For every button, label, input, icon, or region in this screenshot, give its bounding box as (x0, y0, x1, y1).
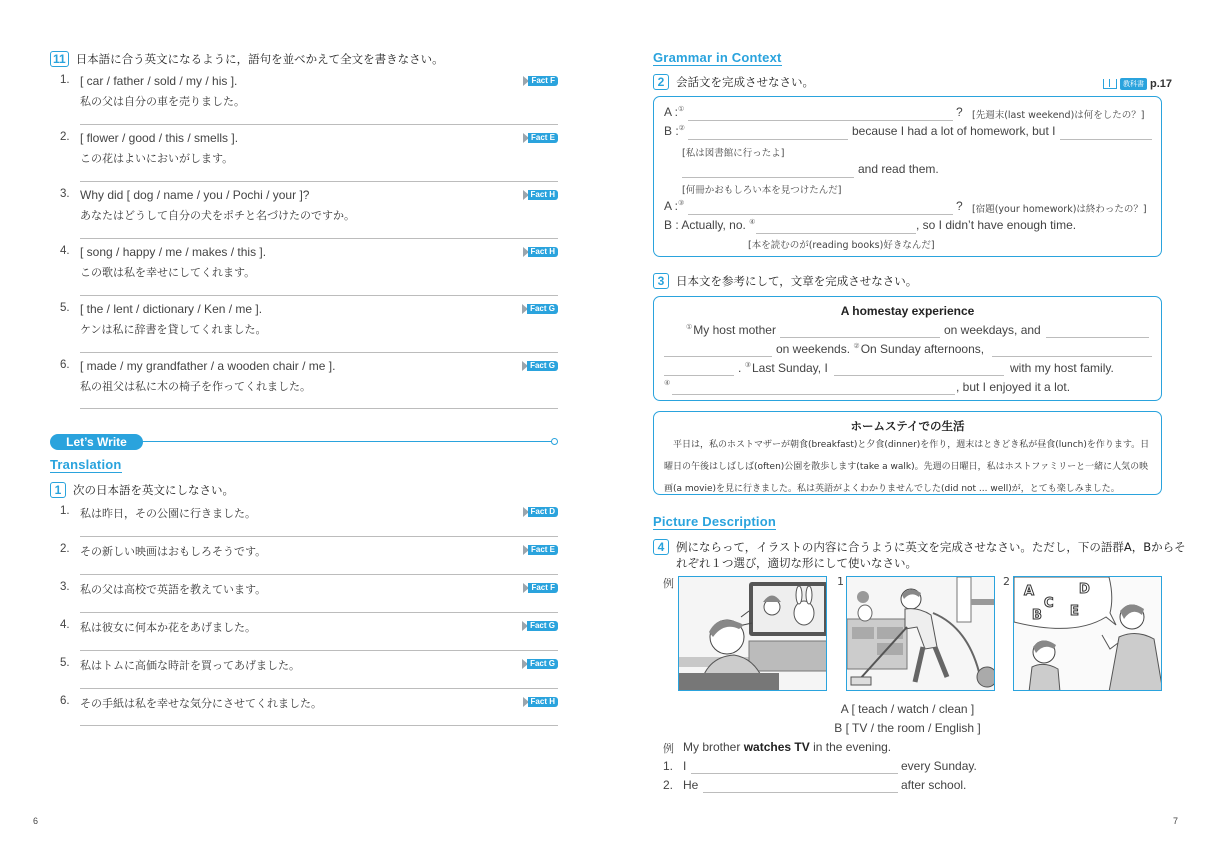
paragraph-line-1: ①My host mother (686, 323, 776, 337)
item-number: 2. (60, 543, 70, 555)
answer-line[interactable] (80, 536, 558, 537)
answer-line[interactable] (80, 238, 558, 239)
speaker-b: B :② (664, 124, 685, 138)
question-number-badge: 1 (50, 482, 66, 498)
hint-text: [本を読むのが(reading books)好きなんだ] (748, 240, 935, 251)
item-subject: He (683, 778, 699, 792)
item-number: 4. (60, 619, 70, 631)
banner-endcap-icon (551, 438, 558, 445)
item-number: 1. (60, 74, 70, 86)
answer-line[interactable] (80, 295, 558, 296)
speaker-a: A :① (664, 105, 685, 119)
item-number: 1. (663, 759, 674, 773)
paragraph-text: , but I enjoyed it a lot. (956, 380, 1071, 394)
choice-list-b: B [ TV / the room / English ] (834, 721, 981, 735)
answer-line[interactable] (80, 725, 558, 726)
vacuum-scene-icon (847, 577, 995, 691)
reorder-item-4 (60, 245, 558, 297)
answer-blank-4[interactable] (756, 233, 916, 234)
dialogue-box (653, 96, 1162, 257)
question-2-header (653, 74, 814, 90)
dialogue-text: because I had a lot of homework, but I (852, 124, 1056, 138)
item-ending: every Sunday. (901, 759, 977, 773)
lets-write-label: Let’s Write (50, 434, 143, 450)
word-bank: [ song / happy / me / makes / this ]. (80, 245, 267, 259)
answer-line[interactable] (80, 574, 558, 575)
japanese-prompt: 私の祖父は私に木の椅子を作ってくれました。 (80, 380, 311, 393)
svg-text:D: D (1079, 582, 1090, 597)
answer-blank-1[interactable] (688, 120, 953, 121)
fact-reference-badge[interactable]: Fact H (523, 697, 558, 707)
translation-item-2 (60, 543, 558, 577)
fact-reference-badge[interactable]: Fact F (523, 76, 558, 86)
svg-text:E: E (1070, 604, 1079, 619)
paragraph-line-2: on weekends. ②On Sunday afternoons, (776, 342, 985, 356)
japanese-prompt: その手紙は私を幸せな気分にさせてくれました。 (80, 697, 322, 710)
illustration-watching-tv (678, 576, 827, 691)
page-number: 6 (33, 816, 39, 826)
illustration-vacuuming (846, 576, 995, 691)
dialogue-text: and read them. (858, 162, 939, 176)
book-icon (1103, 79, 1117, 89)
item-number: 1. (60, 505, 70, 517)
item-number: 6. (60, 359, 70, 371)
fact-reference-badge[interactable]: Fact H (523, 247, 558, 257)
paragraph-line-4: ④ (664, 380, 671, 387)
answer-blank-picture-1[interactable] (691, 773, 898, 774)
word-bank: [ made / my grandfather / a wooden chair / me ]. (80, 359, 336, 373)
question-instruction: れぞれ１つ選び，適切な形にして使いなさい。 (676, 556, 918, 570)
word-bank: [ car / father / sold / my / his ]. (80, 74, 238, 88)
fact-reference-badge[interactable]: Fact G (522, 621, 558, 631)
svg-text:B: B (1032, 608, 1042, 623)
example-label: 例 (663, 743, 674, 755)
fact-reference-badge[interactable]: Fact H (523, 190, 558, 200)
answer-blank-2b[interactable] (1060, 139, 1152, 140)
question-instruction: 日本語に合う英文になるように，語句を並べかえて全文を書きなさい。 (75, 52, 444, 66)
fact-reference-badge[interactable]: Fact E (523, 133, 558, 143)
item-number: 4. (60, 245, 70, 257)
answer-blank-picture-2[interactable] (703, 792, 898, 793)
question-1-header (50, 482, 234, 498)
answer-line[interactable] (80, 612, 558, 613)
reorder-item-6 (60, 359, 558, 411)
answer-blank-2b[interactable] (664, 375, 734, 376)
answer-blank-2c[interactable] (682, 177, 854, 178)
translation-item-3 (60, 581, 558, 615)
lets-write-banner (50, 434, 558, 450)
picture-label: 1 (837, 575, 844, 588)
answer-line[interactable] (80, 408, 558, 409)
translation-item-6 (60, 695, 558, 729)
section-title-picture: Picture Description (653, 514, 776, 529)
translation-item-1 (60, 505, 558, 539)
fact-reference-badge[interactable]: Fact G (522, 304, 558, 314)
japanese-prompt: この歌は私を幸せにしてくれます。 (80, 266, 256, 279)
reorder-item-1 (60, 74, 558, 126)
answer-line[interactable] (80, 181, 558, 182)
fact-reference-badge[interactable]: Fact D (523, 507, 558, 517)
answer-blank-1c[interactable] (664, 356, 772, 357)
answer-line[interactable] (80, 688, 558, 689)
answer-line[interactable] (80, 124, 558, 125)
question-number-badge: 2 (653, 74, 669, 90)
section-title-grammar: Grammar in Context (653, 50, 782, 65)
japanese-prompt: 私の父は自分の車を売りました。 (80, 95, 245, 108)
word-bank: Why did [ dog / name / you / Pochi / your ]? (80, 188, 310, 202)
japanese-prompt: 私の父は高校で英語を教えています。 (80, 583, 267, 596)
fact-reference-badge[interactable]: Fact F (523, 583, 558, 593)
translation-item-5 (60, 657, 558, 691)
box-title: A homestay experience (840, 304, 975, 318)
question-mark: ? (956, 199, 963, 213)
japanese-prompt: この花はよいにおいがします。 (80, 152, 234, 165)
answer-blank-2a[interactable] (992, 356, 1152, 357)
reorder-item-3 (60, 188, 558, 240)
item-ending: after school. (901, 778, 967, 792)
hint-text: [宿題(your homework)は終わったの？] (972, 204, 1147, 215)
word-group-a (653, 702, 1162, 722)
hint-text: [先週末(last weekend)は何をしたの？] (972, 110, 1145, 121)
fact-reference-badge[interactable]: Fact G (522, 659, 558, 669)
section-title-translation: Translation (50, 457, 122, 472)
page-number: 7 (1173, 816, 1179, 826)
question-instruction: 日本文を参考にして，文章を完成させなさい。 (676, 274, 918, 288)
japanese-prompt: 私は彼女に何本か花をあげました。 (80, 621, 256, 634)
question-3-header (653, 273, 917, 289)
illustration-teaching-english (1013, 576, 1162, 691)
japanese-reference-box (653, 411, 1162, 495)
question-number-badge: 11 (50, 51, 69, 67)
question-4-header (653, 539, 1186, 571)
item-number: 6. (60, 695, 70, 707)
choice-list-a: A [ teach / watch / clean ] (840, 702, 975, 716)
japanese-prompt: ケンは私に辞書を貸してくれました。 (80, 323, 267, 336)
dialogue-text: , so I didn’t have enough time. (916, 218, 1077, 232)
svg-text:A: A (1024, 584, 1035, 599)
item-number: 3. (60, 581, 70, 593)
homestay-box (653, 296, 1162, 401)
paragraph-text: on weekdays, and (944, 323, 1041, 337)
svg-text:C: C (1044, 596, 1054, 611)
fact-reference-badge[interactable]: Fact E (523, 545, 558, 555)
question-instruction: 会話文を完成させなさい。 (676, 75, 814, 89)
teaching-scene-icon (1014, 577, 1162, 691)
textbook-reference[interactable] (1103, 78, 1172, 90)
speaker-a: A :③ (664, 199, 685, 213)
textbook-label: 教科書 (1120, 78, 1147, 90)
picture-label: 例 (663, 577, 674, 590)
question-instruction: 例にならって，イラストの内容に合うように英文を完成させなさい。ただし，下の語群A，Bからそ (676, 540, 1186, 554)
textbook-page: p.17 (1149, 78, 1172, 90)
answer-line[interactable] (80, 650, 558, 651)
japanese-prompt: その新しい映画はおもしろそうです。 (80, 545, 267, 558)
answer-blank-1a[interactable] (780, 337, 940, 338)
fact-reference-badge[interactable]: Fact G (522, 361, 558, 371)
item-number: 3. (60, 188, 70, 200)
right-page (605, 0, 1210, 847)
answer-blank-2a[interactable] (688, 139, 848, 140)
answer-blank-3[interactable] (688, 214, 953, 215)
picture-label: 2 (1003, 575, 1010, 588)
question-number-badge: 4 (653, 539, 669, 555)
hint-text: [何冊かおもしろい本を見つけたんだ] (682, 185, 842, 196)
question-11-header (50, 51, 444, 67)
answer-blank-4[interactable] (672, 394, 955, 395)
item-number: 2. (60, 131, 70, 143)
item-number: 5. (60, 302, 70, 314)
answer-line[interactable] (80, 352, 558, 353)
word-group-b (653, 721, 1162, 741)
question-number-badge: 3 (653, 273, 669, 289)
japanese-prompt: あなたはどうして自分の犬をポチと名づけたのですか。 (80, 209, 355, 222)
item-subject: I (683, 759, 687, 773)
banner-rule (142, 441, 552, 442)
example-sentence: My brother watches TV in the evening. (683, 740, 892, 754)
translation-item-4 (60, 619, 558, 653)
question-mark: ? (956, 105, 963, 119)
answer-blank-1b[interactable] (1046, 337, 1149, 338)
paragraph-line-3: . ③Last Sunday, I (738, 361, 828, 375)
hint-text: [私は図書館に行ったよ] (682, 148, 785, 159)
answer-blank-3[interactable] (834, 375, 1004, 376)
japanese-prompt: 私は昨日，その公園に行きました。 (80, 507, 256, 520)
word-bank: [ flower / good / this / smells ]. (80, 131, 239, 145)
tv-scene-icon (679, 577, 827, 691)
question-instruction: 次の日本語を英文にしなさい。 (73, 483, 234, 497)
word-bank: [ the / lent / dictionary / Ken / me ]. (80, 302, 263, 316)
japanese-prompt: 私はトムに高価な時計を買ってあげました。 (80, 659, 300, 672)
box-title: ホームステイでの生活 (850, 419, 965, 433)
paragraph-text: with my host family. (1010, 361, 1114, 375)
japanese-paragraph: 平日は，私のホストマザーが朝食(breakfast)と夕食(dinner)を作り，週末はときどき私が昼食(lunch)を作ります。日曜日の午後はしばしば(often)公園を散歩します(take a walk)。先週の日曜日，私はホストファミリーと一緒に人気の映画(a movie)を見に行きました。私は英語がよくわかりませんでした(did not ... well)が，とても楽しみました。 (664, 440, 1150, 494)
reorder-item-2 (60, 131, 558, 183)
item-number: 2. (663, 778, 674, 792)
item-number: 5. (60, 657, 70, 669)
reorder-item-5 (60, 302, 558, 354)
speaker-b: B : Actually, no. ④ (664, 218, 756, 232)
